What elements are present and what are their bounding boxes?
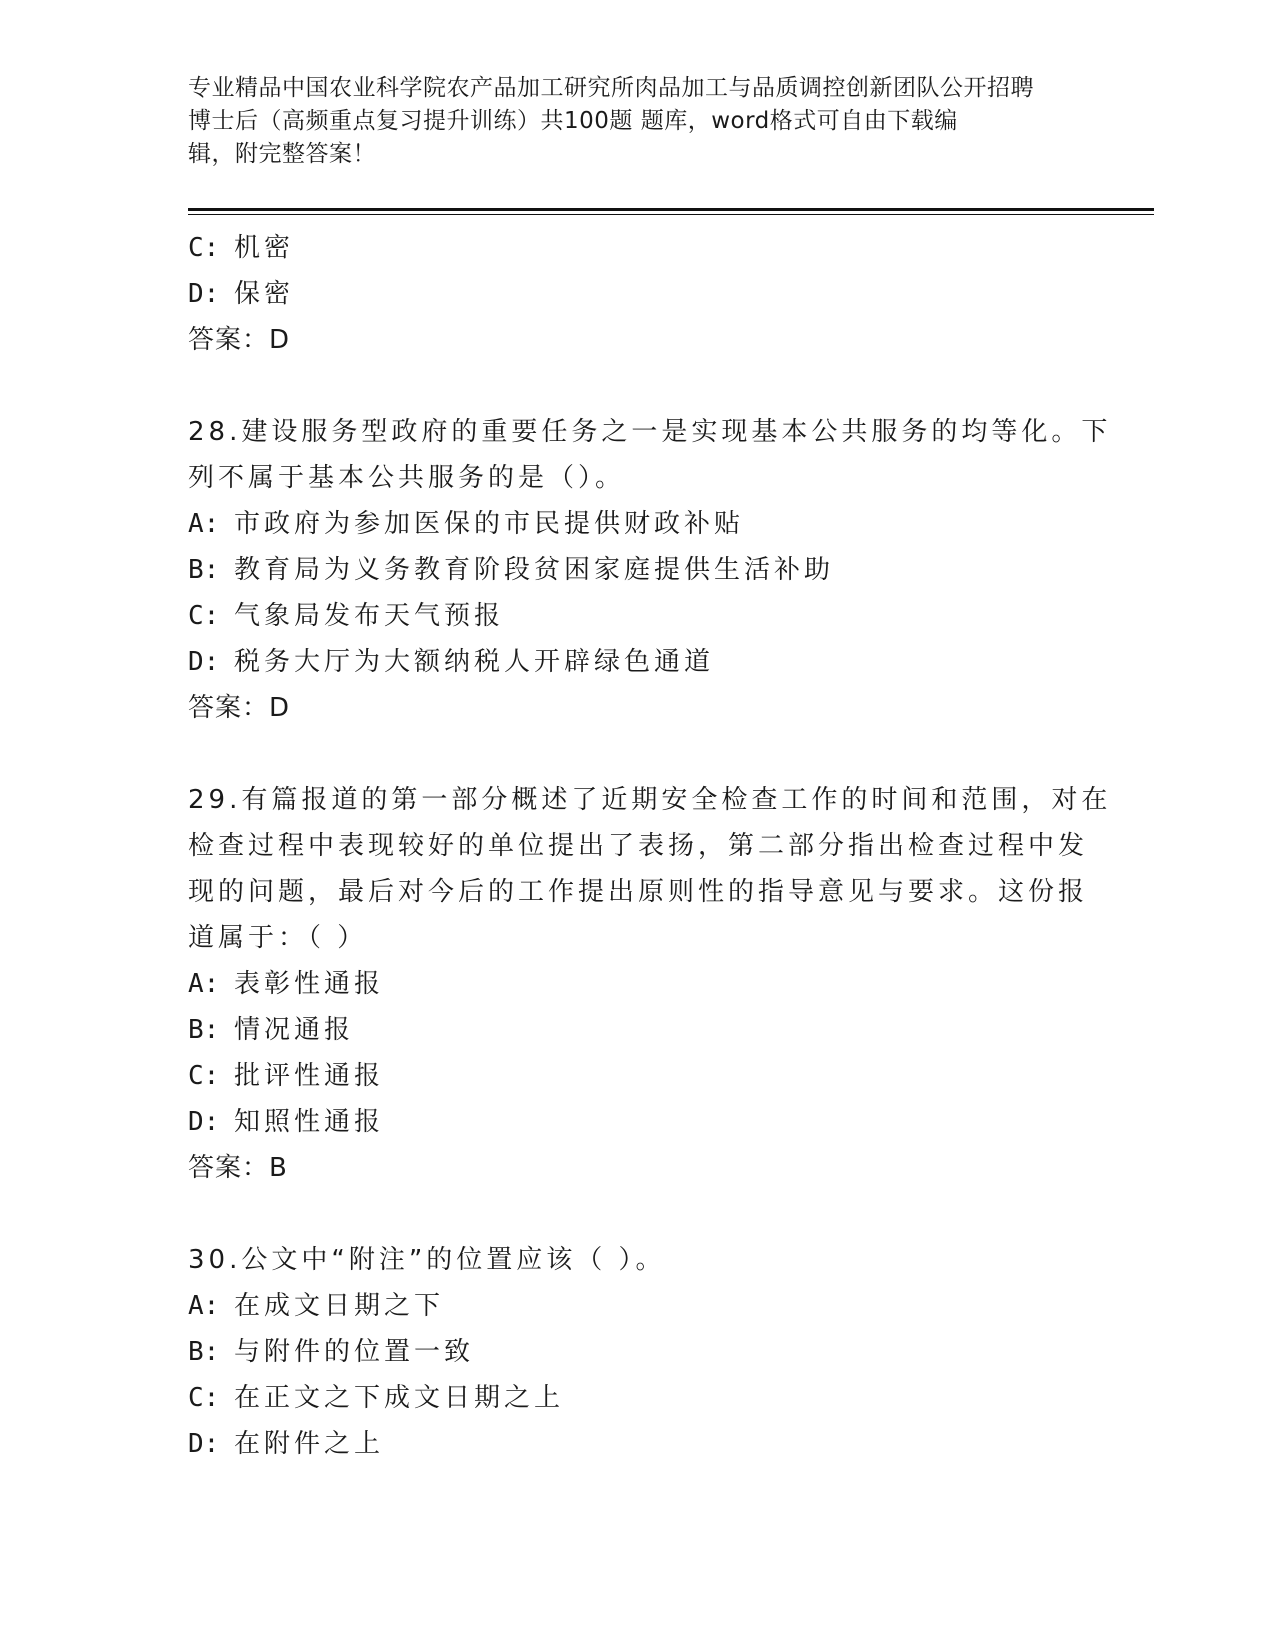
option-a bbox=[188, 961, 1088, 1007]
option-letter: A: bbox=[188, 509, 220, 539]
option-letter: A: bbox=[188, 1291, 220, 1321]
spacer bbox=[188, 731, 1088, 777]
option-text: 税务大厅为大额纳税人开辟绿色通道 bbox=[234, 647, 715, 677]
option-letter: B: bbox=[188, 1337, 220, 1367]
option-b bbox=[188, 1329, 1088, 1375]
question-stem-line: 30.公文中“附注”的位置应该（ ）。 bbox=[188, 1245, 666, 1275]
option-letter: D: bbox=[188, 1429, 220, 1459]
question-stem-line: 29.有篇报道的第一部分概述了近期安全检查工作的时间和范围，对在 bbox=[188, 785, 1112, 815]
question-30 bbox=[188, 1237, 1088, 1467]
option-d bbox=[188, 1421, 1088, 1467]
option-text: 教育局为义务教育阶段贫困家庭提供生活补助 bbox=[234, 555, 835, 585]
option-letter: A: bbox=[188, 969, 220, 999]
option-letter: D: bbox=[188, 647, 220, 677]
option-text: 在正文之下成文日期之上 bbox=[234, 1383, 565, 1413]
header-divider-thick bbox=[188, 208, 1154, 211]
header-divider-thin bbox=[188, 214, 1154, 215]
option-letter: C: bbox=[188, 601, 220, 631]
header-line: 专业精品中国农业科学院农产品加工研究所肉品加工与品质调控创新团队公开招聘 bbox=[188, 75, 1034, 101]
question-stem-line: 检查过程中表现较好的单位提出了表扬，第二部分指出检查过程中发 bbox=[188, 831, 1089, 861]
option-d bbox=[188, 639, 1088, 685]
option-letter: C: bbox=[188, 1061, 220, 1091]
question-29 bbox=[188, 777, 1112, 1191]
option-c bbox=[188, 593, 1088, 639]
question-stem-line: 道属于：（ ） bbox=[188, 923, 368, 953]
option-d bbox=[188, 1099, 1088, 1145]
option-text: 保密 bbox=[234, 279, 295, 309]
answer-line: 答案：D bbox=[188, 693, 291, 723]
question-stem-line: 列不属于基本公共服务的是（）。 bbox=[188, 463, 626, 493]
option-text: 与附件的位置一致 bbox=[234, 1337, 475, 1367]
option-a bbox=[188, 501, 1088, 547]
option-text: 在附件之上 bbox=[234, 1429, 385, 1459]
option-c bbox=[188, 1053, 1088, 1099]
document-header bbox=[188, 72, 1088, 171]
option-d bbox=[188, 271, 1088, 317]
question-list bbox=[188, 225, 1112, 1467]
option-letter: B: bbox=[188, 1015, 220, 1045]
option-letter: B: bbox=[188, 555, 220, 585]
option-letter: C: bbox=[188, 1383, 220, 1413]
option-text: 知照性通报 bbox=[234, 1107, 385, 1137]
option-b bbox=[188, 547, 1088, 593]
question-stem-line: 现的问题，最后对今后的工作提出原则性的指导意见与要求。这份报 bbox=[188, 877, 1089, 907]
option-text: 机密 bbox=[234, 233, 295, 263]
header-line: 博士后（高频重点复习提升训练）共100题 题库，word格式可自由下载编 bbox=[188, 108, 958, 134]
question-27-tail bbox=[188, 225, 1088, 363]
option-text: 情况通报 bbox=[234, 1015, 355, 1045]
answer-line: 答案：B bbox=[188, 1153, 288, 1183]
spacer bbox=[188, 1191, 1088, 1237]
question-stem-line: 28.建设服务型政府的重要任务之一是实现基本公共服务的均等化。下 bbox=[188, 417, 1112, 447]
option-a bbox=[188, 1283, 1088, 1329]
spacer bbox=[188, 363, 1088, 409]
option-c bbox=[188, 1375, 1088, 1421]
option-text: 批评性通报 bbox=[234, 1061, 385, 1091]
option-text: 表彰性通报 bbox=[234, 969, 385, 999]
option-b bbox=[188, 1007, 1088, 1053]
option-text: 市政府为参加医保的市民提供财政补贴 bbox=[234, 509, 745, 539]
question-28 bbox=[188, 409, 1112, 731]
header-line: 辑，附完整答案！ bbox=[188, 141, 376, 167]
option-c bbox=[188, 225, 1088, 271]
option-letter: D: bbox=[188, 1107, 220, 1137]
option-letter: C: bbox=[188, 233, 220, 263]
option-text: 气象局发布天气预报 bbox=[234, 601, 505, 631]
option-letter: D: bbox=[188, 279, 220, 309]
option-text: 在成文日期之下 bbox=[234, 1291, 445, 1321]
answer-line: 答案：D bbox=[188, 325, 291, 355]
